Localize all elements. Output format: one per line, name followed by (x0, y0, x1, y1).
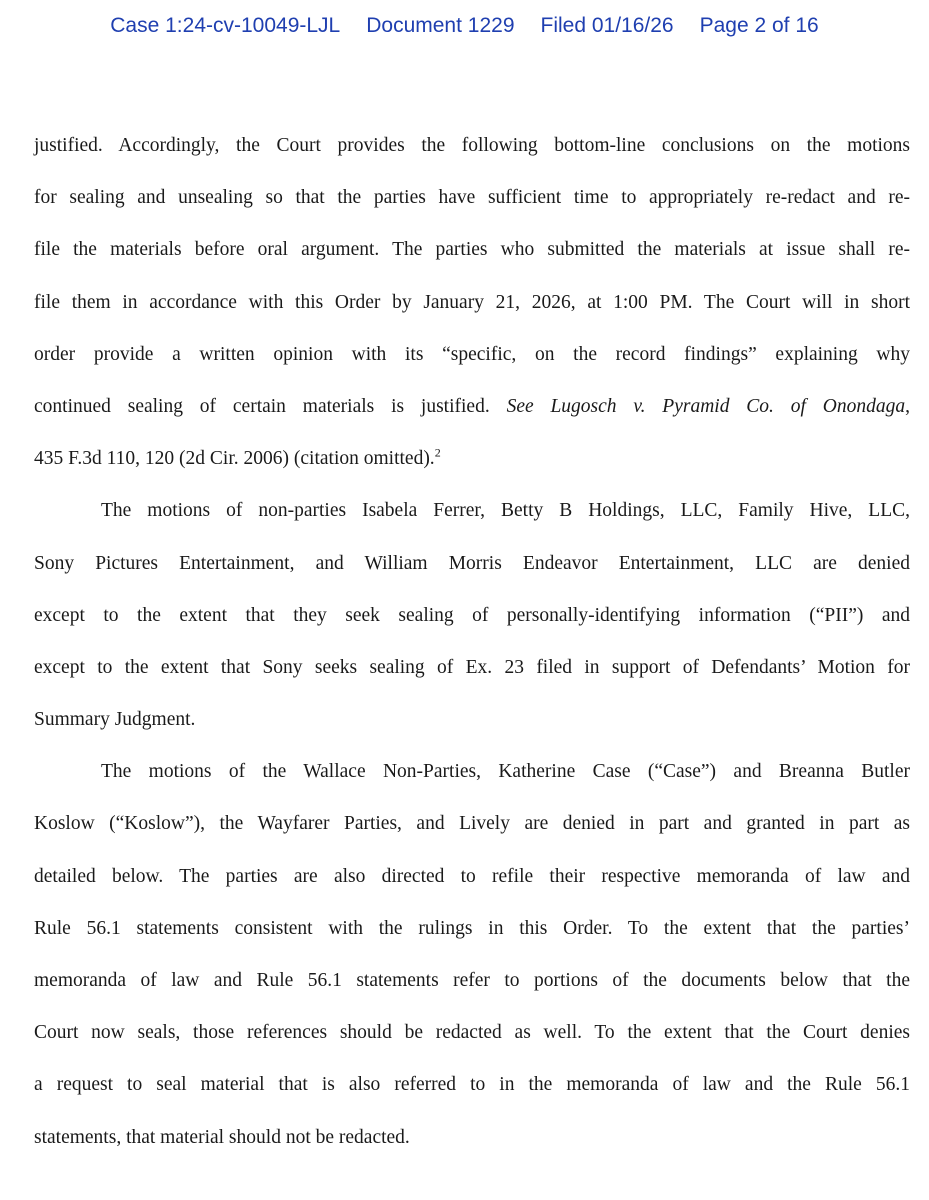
text-segment: 435 F.3d 110, 120 (2d Cir. 2006) (citation omitted). (34, 448, 435, 470)
footnote-marker: 2 (434, 445, 441, 460)
text-line: justified. Accordingly, the Court provides the following bottom-line conclusions on the motions (34, 135, 910, 156)
text-line: Court now seals, those references should be redacted as well. To the extent that the Court denies (34, 1022, 910, 1044)
ecf-header (0, 14, 929, 38)
document-body (34, 126, 910, 1170)
text-line: order provide a written opinion with its “specific, on the record findings” explaining why (34, 343, 910, 365)
text-line: The motions of the Wallace Non-Parties, Katherine Case (“Case”) and Breanna Butler (101, 761, 910, 783)
case-citation: See Lugosch v. Pyramid Co. of Onondaga (506, 395, 906, 417)
text-line: Koslow (“Koslow”), the Wayfarer Parties, and Lively are denied in part and granted in part as (34, 813, 910, 835)
case-number: Case 1:24-cv-10049-LJL (110, 14, 341, 37)
text-segment: , (905, 395, 910, 417)
text-line: memoranda of law and Rule 56.1 statements refer to portions of the documents below that the (34, 970, 910, 991)
filed-date: Filed 01/16/26 (540, 14, 674, 37)
text-line (34, 387, 910, 439)
text-line: for sealing and unsealing so that the parties have sufficient time to appropriately re-redact and re- (34, 187, 910, 209)
text-line: file the materials before oral argument. The parties who submitted the materials at issue shall re- (34, 239, 910, 261)
text-line: file them in accordance with this Order by January 21, 2026, at 1:00 PM. The Court will in short (34, 291, 910, 313)
text-line: except to the extent that they seek sealing of personally-identifying information (“PII”) and (34, 604, 910, 626)
text-segment: continued sealing of certain materials is justified. (34, 395, 507, 417)
page-number: Page 2 of 16 (699, 14, 819, 37)
text-line: Summary Judgment. (34, 709, 196, 731)
text-line: The motions of non-parties Isabela Ferrer, Betty B Holdings, LLC, Family Hive, LLC, (101, 500, 910, 522)
text-line: except to the extent that Sony seeks sealing of Ex. 23 filed in support of Defendants’ Motion for (34, 656, 910, 678)
text-line: Rule 56.1 statements consistent with the rulings in this Order. To the extent that the parties’ (34, 917, 910, 939)
document-number: Document 1229 (366, 14, 515, 37)
text-line: a request to seal material that is also referred to in the memoranda of law and the Rule 56.1 (34, 1074, 910, 1096)
text-line: Sony Pictures Entertainment, and William Morris Endeavor Entertainment, LLC are denied (34, 552, 910, 574)
text-line (34, 439, 910, 491)
text-line: statements, that material should not be redacted. (34, 1126, 410, 1148)
text-line: detailed below. The parties are also directed to refile their respective memoranda of law and (34, 865, 910, 887)
